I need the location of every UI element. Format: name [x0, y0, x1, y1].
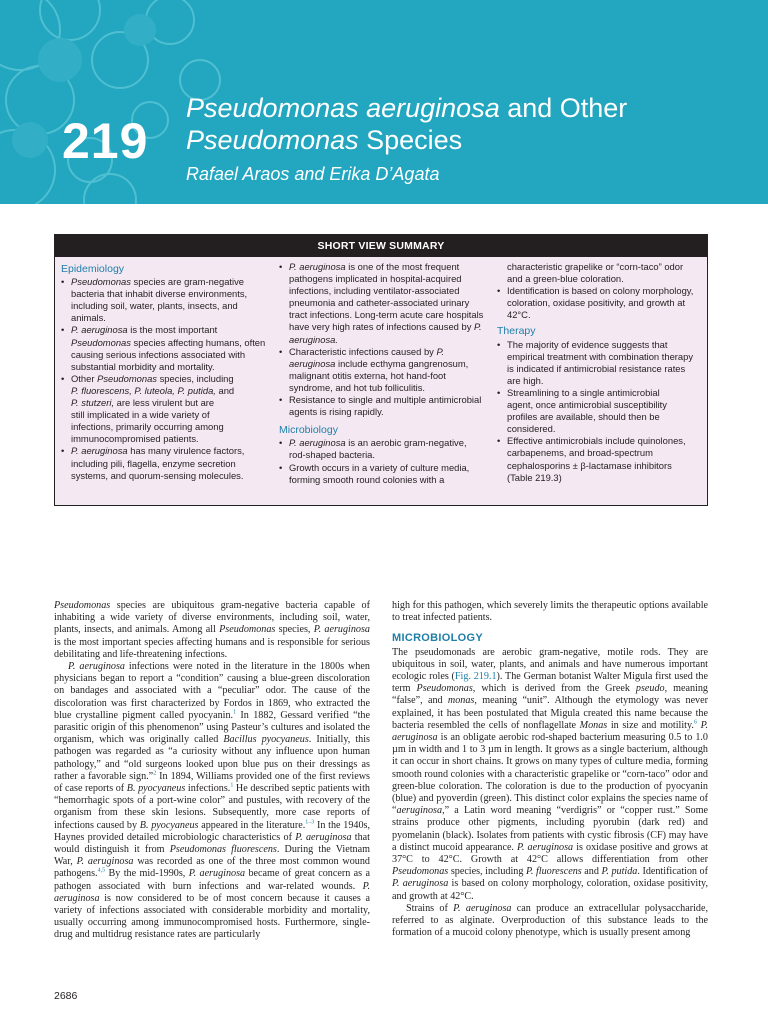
- left-paragraphs: [54, 600, 370, 942]
- summary-line: have very high rates of infections caused by P.: [289, 321, 482, 333]
- summary-line: and a green-blue coloration.: [507, 273, 624, 285]
- title-line2-italic: Pseudomonas: [186, 125, 359, 155]
- summary-bullet-item: • Effective antimicrobials include quinolones,: [497, 435, 703, 447]
- summary-line: characteristic grapelike or “corn-taco” odor: [507, 261, 684, 272]
- microbiology-section-heading: MICROBIOLOGY: [392, 632, 483, 645]
- page-number: 2686: [54, 990, 78, 1002]
- italic-term: B. pyocyaneus: [139, 819, 199, 831]
- summary-line: profiles are available, should then be: [507, 411, 660, 423]
- body-paragraph: Strains of P. aeruginosa can produce an extracellular polysaccharide, referred to as alginate. Overproduction of this substance leads to the formation of a mucoid colony phenotype, which is usually present among: [392, 902, 709, 939]
- italic-term: P. aeruginosa: [68, 661, 125, 673]
- chapter-authors: Rafael Araos and Erika D’Agata: [186, 164, 440, 184]
- summary-line: 42°C.: [507, 309, 531, 321]
- summary-bullet-item: • The majority of evidence suggests that: [497, 339, 703, 351]
- citation-reference[interactable]: 1: [230, 782, 234, 789]
- title-line1-italic: Pseudomonas aeruginosa: [186, 93, 500, 123]
- chapter-number: 219: [62, 113, 149, 169]
- italic-term: B. pyocyaneus: [126, 783, 186, 795]
- italic-term: P. aeruginosa: [54, 880, 370, 904]
- title-line2-rest: Species: [358, 125, 463, 155]
- summary-line: bacteria that inhabit diverse environments,: [71, 288, 248, 300]
- summary-line: including soil, water, plants, insects, and: [71, 300, 238, 312]
- summary-bullet-item: • Streamlining to a single antimicrobial: [497, 387, 703, 399]
- chapter-header: [0, 0, 768, 204]
- summary-bullet-item: • Characteristic infections caused by P.: [279, 346, 489, 358]
- citation-reference[interactable]: 1: [233, 709, 237, 716]
- short-view-summary-box: [54, 234, 708, 506]
- italic-term: Pseudomonas: [392, 866, 449, 878]
- therapy-list: [497, 339, 703, 484]
- summary-line: pathogens implicated in hospital-acquired: [289, 273, 462, 285]
- italic-term: monas: [447, 695, 475, 707]
- summary-bullet-item: • P. aeruginosa is one of the most frequent: [279, 261, 489, 273]
- title-line1-rest: and Other: [499, 93, 628, 123]
- summary-bullet-item: • Resistance to single and multiple antimicrobial: [279, 394, 489, 406]
- citation-reference[interactable]: 1–3: [305, 819, 315, 826]
- italic-term: Pseudomonas fluorescens: [169, 844, 277, 856]
- italic-term: P. fluorescens: [525, 866, 582, 878]
- summary-bullet-item: • P. aeruginosa is the most important: [61, 324, 273, 336]
- italic-term: P. aeruginosa: [392, 878, 449, 890]
- summary-line: infections, primarily occurring among: [71, 421, 224, 433]
- summary-line: empirical treatment with combination therapy: [507, 350, 694, 362]
- summary-line: cephalosporins ± β-lactamase inhibitors: [507, 459, 672, 471]
- italic-term: P. putida: [601, 866, 638, 878]
- summary-line: forming smooth round colonies with a: [289, 473, 445, 485]
- summary-column-3: [497, 261, 703, 484]
- citation-reference[interactable]: 6: [693, 719, 697, 726]
- summary-line: considered.: [507, 423, 556, 435]
- italic-term: pseudo: [635, 683, 665, 695]
- therapy-heading: Therapy: [497, 325, 536, 338]
- body-paragraph: P. aeruginosa infections were noted in the literature in the 1800s when physicians began to report a “condition” causing a blue-green discoloration on bandages and associated with a “peculiar” odor. The cause of the discoloration was first characterized by Fordos in 1869, who extracted the blue crystalline pigment called pyocyanin.$^1$ In 1882, Gessard verified “the parasitic origin of this phenomenon” using Pasteur’s cultures and isolated the organism, which was originally called Bacillus pyocyaneus. Initially, this pathogen was regarded as “a curiosity without any influence upon human pathology,” and “old surgeons looked upon blue pus on their dressings as rather a favorable sign.”$^2$ In 1894, Williams provided one of the first reviews of case reports of B. pyocyaneus infections.$^1$ He described septic patients with “hemorrhagic spots of a port-wine color” and pustules, with recovery of the organism from these skin lesions. Subsequently, more case reports of infections caused by B. pyocyaneus appeared in the literature.$^{1-3}$ In the 1940s, Haynes provided detailed microbiologic characteristics of P. aeruginosa that would distinguish it from Pseudomonas fluorescens. During the Vietnam War, P. aeruginosa was recorded as one of the three most common wound pathogens.$^{4,5}$ By the mid-1990s, P. aeruginosa became of great concern as a pathogen associated with burn infections and war-related wounds. P. aeruginosa is now considered to be of most concern because it causes a variety of infections associated with considerable morbidity and mortality, usually occurring among immunocompromised hosts. Furthermore, single-drug and multidrug resistance rates are particularly: [54, 661, 370, 941]
- summary-line: are high.: [507, 374, 544, 386]
- epidemiology-heading: Epidemiology: [61, 263, 125, 275]
- summary-line: agents is rising rapidly.: [289, 406, 384, 418]
- summary-line: (Table 219.3): [507, 471, 562, 483]
- right-intro-paragraph: high for this pathogen, which severely limits the therapeutic options available to treat infected patients.: [392, 600, 708, 624]
- summary-line: malignant otitis externa, hot hand-foot: [289, 369, 446, 381]
- summary-line: P. stutzeri, are less virulent but are: [71, 397, 215, 409]
- italic-term: Pseudomonas: [54, 600, 111, 611]
- italic-term: P. aeruginosa: [295, 831, 352, 843]
- summary-line: P. fluorescens, P. luteola, P. putida, and: [71, 384, 235, 396]
- summary-line: immunocompromised patients.: [71, 433, 199, 445]
- summary-line: still implicated in a wide variety of: [71, 409, 210, 421]
- citation-reference[interactable]: 4,5: [97, 868, 106, 875]
- summary-bullet-item: • Pseudomonas species are gram-negative: [61, 276, 273, 288]
- italic-term: Monas: [579, 719, 608, 731]
- summary-title: SHORT VIEW SUMMARY: [55, 235, 707, 257]
- italic-term: P. aeruginosa: [517, 841, 574, 853]
- summary-bullet-item: • Identification is based on colony morphology,: [497, 285, 703, 297]
- figure-link[interactable]: Fig. 219.1: [454, 671, 497, 683]
- summary-line: tract infections. Long-term acute care hospitals: [289, 309, 484, 321]
- epidemiology-list-continued: [279, 261, 489, 418]
- italic-term: Pseudomonas: [219, 624, 276, 636]
- citation-reference[interactable]: 2: [153, 770, 157, 777]
- summary-line: systems, and quorum-sensing molecules.: [71, 469, 244, 481]
- body-column-left: [54, 600, 370, 942]
- summary-line: coloration, oxidase positivity, and growth at: [507, 297, 686, 309]
- summary-line: pneumonia and catheter-associated urinary: [289, 297, 470, 309]
- summary-line: Pseudomonas species affecting humans, often: [71, 336, 266, 348]
- summary-line: agent, once antimicrobial susceptibility: [507, 399, 667, 411]
- right-paragraphs: [392, 647, 708, 940]
- microbiology-heading: Microbiology: [279, 424, 338, 437]
- summary-bullet-item: • Growth occurs in a variety of culture media,: [279, 462, 489, 474]
- body-paragraph: The pseudomonads are aerobic gram-negative, motile rods. They are ubiquitous in soil, water, plants, and animals and have numerous important ecologic roles (Fig. 219.1). The German botanist Walter Migula first used the term Pseudomonas, which is derived from the Greek pseudo, meaning “false”, and monas, meaning “unit”. Although the etymology was never explained, it has been postulated that Migula created this name because the bacteria resembled the cells of nonflagellate Monas in size and motility.$^6$ P. aeruginosa is an obligate aerobic rod-shaped bacterium measuring 0.5 to 1.0 µm in width and 1 to 3 µm in length. It grows as a single bacterium, although it can occur in short chains. It grows on many types of culture media, forming smooth round colonies with a characteristic grapelike or “corn-taco” odor and green-blue coloration. The coloration is due to the production of pyocyanin (blue) and pyoverdin (green). This distinct color explains the species name of “aeruginosa,” a Latin word meaning “verdigris” or “copper rust.” Some strains produce other pigments, including pyorubin (dark red) and pyomelanin (black). Isolates from patients with cystic fibrosis (CF) may have a distinct mucoid appearance. P. aeruginosa is oxidase positive and grows at 37°C to 42°C. Growth at 42°C allows differentiation from other Pseudomonas species, including P. fluorescens and P. putida. Identification of P. aeruginosa is based on colony morphology, coloration, oxidase positivity, and growth at 42°C.: [392, 646, 708, 902]
- body-column-right: [392, 600, 708, 939]
- italic-term: Pseudomonas: [416, 683, 473, 695]
- italic-term: P. aeruginosa: [392, 719, 708, 744]
- summary-line: causing serious infections associated with: [71, 348, 246, 360]
- italic-term: P. aeruginosa: [453, 902, 512, 914]
- summary-line: aeruginosa.: [289, 333, 338, 345]
- italic-term: P. aeruginosa: [188, 868, 246, 880]
- summary-bullet-item: • P. aeruginosa is an aerobic gram-negative,: [279, 437, 489, 449]
- summary-line: including pili, flagella, enzyme secretion: [71, 457, 236, 469]
- summary-bullet-item: • Other Pseudomonas species, including: [61, 373, 273, 385]
- body-paragraph: Pseudomonas species are ubiquitous gram-negative bacteria capable of inhabiting a wide variety of diverse environments, including soil, water, plants, insects, and animals. Among all Pseudomonas species, P. aeruginosa is the most important species affecting humans and is responsible for serious debilitating and life-threatening infections.: [54, 600, 370, 660]
- summary-line: carbapenems, and broad-spectrum: [507, 447, 653, 459]
- summary-line: syndrome, and hot tub folliculitis.: [289, 381, 426, 393]
- summary-column-1: [61, 261, 273, 482]
- italic-term: P. aeruginosa: [313, 624, 370, 636]
- summary-column-2: [279, 261, 489, 486]
- italic-term: Bacillus pyocyaneus: [223, 734, 309, 746]
- italic-term: P. aeruginosa: [76, 856, 134, 868]
- summary-line: substantial morbidity and mortality.: [71, 360, 215, 372]
- summary-line: infections, including ventilator-associated: [289, 285, 460, 297]
- italic-term: aeruginosa: [396, 805, 443, 817]
- microbiology-list-continued: [497, 261, 703, 321]
- summary-line: animals.: [71, 312, 106, 324]
- chapter-title: [186, 92, 746, 156]
- microbiology-list: [279, 437, 489, 485]
- summary-bullet-item: • P. aeruginosa has many virulence factors,: [61, 445, 273, 457]
- summary-line: is indicated if antimicrobial resistance rates: [507, 362, 686, 374]
- summary-line: aeruginosa include ecthyma gangrenosum,: [289, 357, 469, 369]
- epidemiology-list: [61, 276, 273, 482]
- summary-line: rod-shaped bacteria.: [289, 449, 375, 461]
